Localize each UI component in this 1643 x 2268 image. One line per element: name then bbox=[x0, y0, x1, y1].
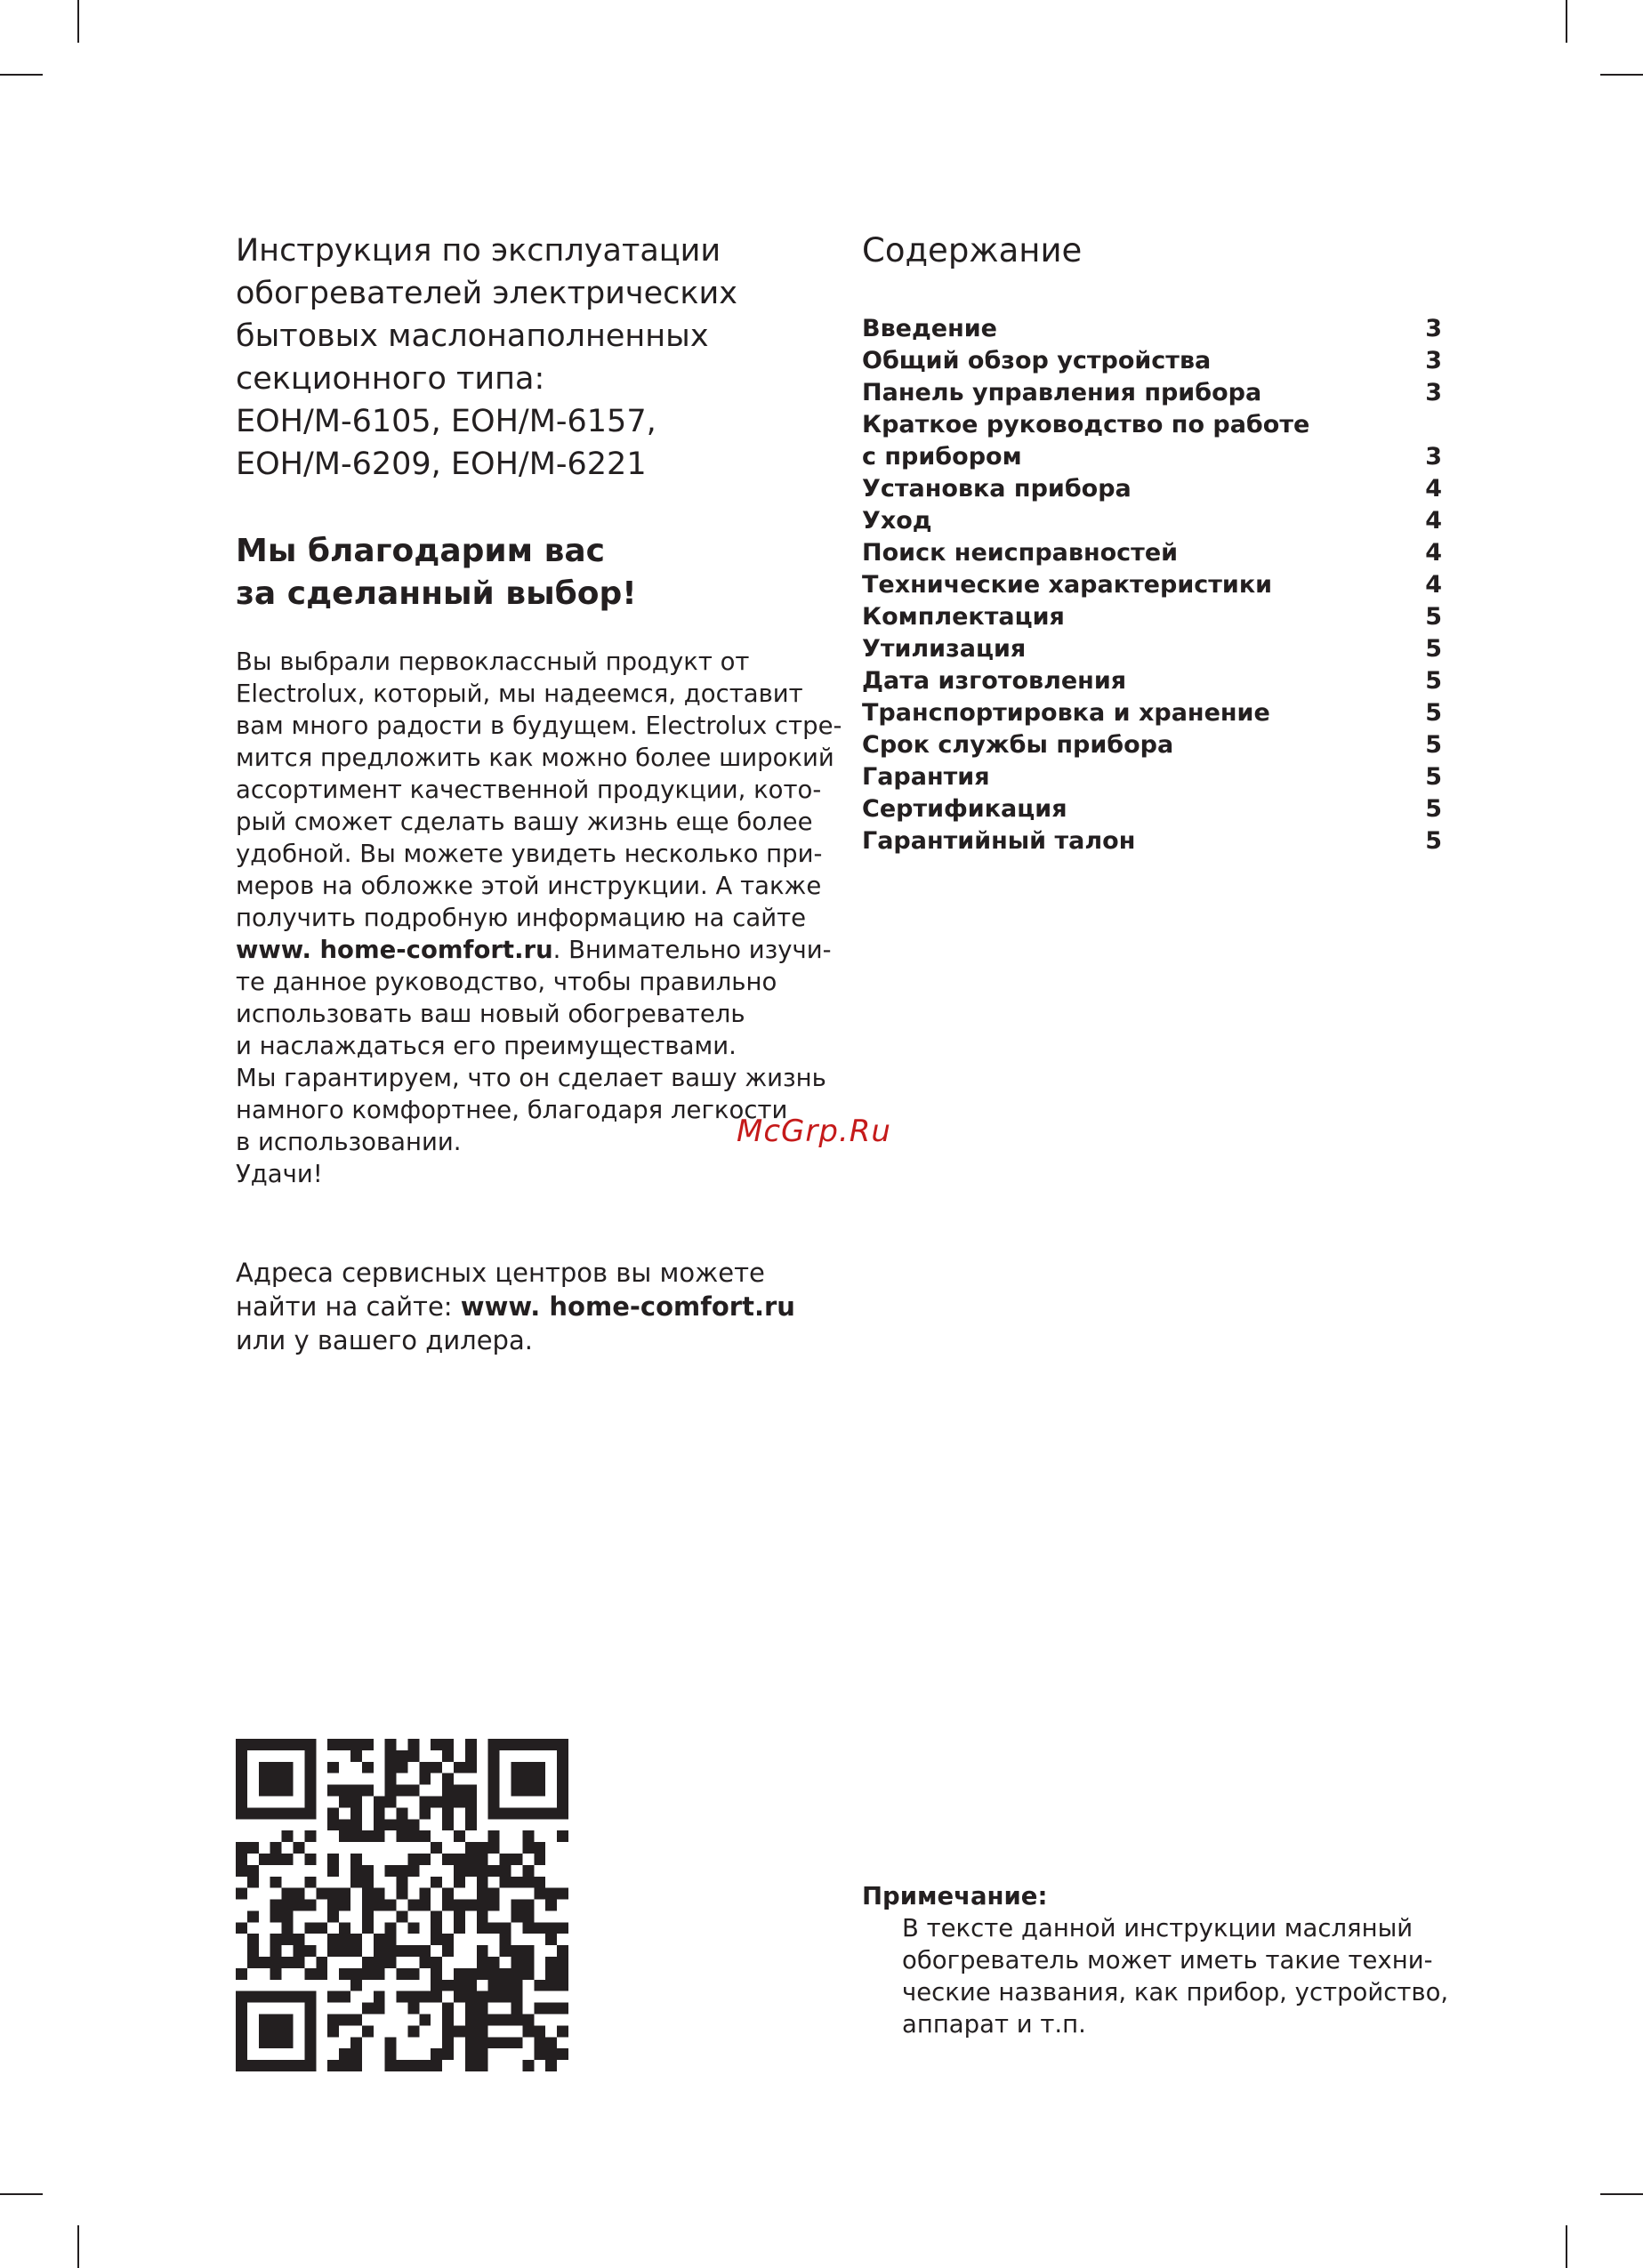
toc-label: Панель управления прибора bbox=[862, 379, 1262, 406]
toc-label: Гарантия bbox=[862, 763, 990, 791]
toc-page: 5 bbox=[1425, 731, 1442, 759]
toc-page: 4 bbox=[1425, 539, 1442, 567]
toc-page: 4 bbox=[1425, 507, 1442, 535]
note-heading: Примечание: bbox=[862, 1882, 1048, 1910]
toc-page: 5 bbox=[1425, 603, 1442, 631]
toc-item[interactable] bbox=[862, 377, 1442, 409]
toc-page: 5 bbox=[1425, 827, 1442, 855]
watermark: McGrp.Ru bbox=[737, 1114, 891, 1149]
toc-page: 4 bbox=[1425, 571, 1442, 599]
toc-label: Транспортировка и хранение bbox=[862, 699, 1270, 727]
paragraph-line: намного комфортнее, благодаря легкости bbox=[236, 1096, 788, 1124]
toc-page: 3 bbox=[1425, 379, 1442, 406]
toc-label: Краткое руководство по работе bbox=[862, 411, 1310, 438]
toc-label: Гарантийный талон bbox=[862, 827, 1136, 855]
paragraph-text: . Внимательно изучи- bbox=[552, 936, 832, 964]
note-line: обогреватель может иметь такие техни- bbox=[902, 1946, 1433, 1974]
toc-page: 5 bbox=[1425, 795, 1442, 823]
crop-mark bbox=[77, 2225, 79, 2268]
service-line: Адреса сервисных центров вы можете bbox=[236, 1258, 765, 1288]
toc-item[interactable] bbox=[862, 761, 1442, 793]
toc-item[interactable] bbox=[862, 441, 1442, 473]
crop-mark bbox=[1600, 2193, 1643, 2195]
toc-label: Установка прибора bbox=[862, 475, 1132, 503]
toc-item[interactable] bbox=[862, 313, 1442, 345]
note-line: В тексте данной инструкции масляный bbox=[902, 1914, 1413, 1942]
toc-page: 5 bbox=[1425, 699, 1442, 727]
toc-label: Поиск неисправностей bbox=[862, 539, 1179, 567]
toc-label: Срок службы прибора bbox=[862, 731, 1174, 759]
toc-item[interactable] bbox=[862, 537, 1442, 569]
toc-item[interactable] bbox=[862, 409, 1442, 441]
thanks-line: Мы благодарим вас bbox=[236, 533, 605, 569]
toc-item[interactable] bbox=[862, 601, 1442, 633]
intro-paragraph bbox=[236, 646, 842, 1190]
toc-label: Дата изготовления bbox=[862, 667, 1127, 695]
toc-item[interactable] bbox=[862, 473, 1442, 505]
toc-item[interactable] bbox=[862, 793, 1442, 825]
note-line: ческие названия, как прибор, устройство, bbox=[902, 1978, 1449, 2007]
paragraph-line: рый сможет сделать вашу жизнь еще более bbox=[236, 808, 813, 836]
manual-title bbox=[236, 229, 805, 486]
title-line: Инструкция по эксплуатации bbox=[236, 233, 721, 269]
crop-mark bbox=[1566, 2225, 1567, 2268]
service-website-link[interactable]: www. home-comfort.ru bbox=[460, 1291, 795, 1322]
paragraph-line bbox=[236, 934, 832, 966]
paragraph-line: Удачи! bbox=[236, 1160, 323, 1188]
title-line: EOH/M-6209, EOH/M-6221 bbox=[236, 446, 647, 482]
toc-title: Содержание bbox=[862, 231, 1083, 269]
toc-item[interactable] bbox=[862, 633, 1442, 665]
service-line: или у вашего дилера. bbox=[236, 1325, 533, 1355]
crop-mark bbox=[0, 2193, 43, 2195]
toc-page: 3 bbox=[1425, 315, 1442, 342]
toc-page: 5 bbox=[1425, 763, 1442, 791]
paragraph-line: Electrolux, который, мы надеемся, доставит bbox=[236, 680, 803, 708]
paragraph-line: меров на обложке этой инструкции. А также bbox=[236, 872, 822, 900]
title-line: бытовых маслонаполненных bbox=[236, 318, 709, 354]
paragraph-line: в использовании. bbox=[236, 1128, 462, 1156]
note-line: аппарат и т.п. bbox=[902, 2010, 1086, 2039]
thanks-line: за сделанный выбор! bbox=[236, 575, 637, 612]
paragraph-line: получить подробную информацию на сайте bbox=[236, 904, 807, 932]
paragraph-line: мится предложить как можно более широкий bbox=[236, 744, 834, 772]
title-line: EOH/M-6105, EOH/M-6157, bbox=[236, 404, 656, 439]
crop-mark bbox=[1600, 74, 1643, 76]
toc-page: 4 bbox=[1425, 475, 1442, 503]
crop-mark bbox=[0, 74, 43, 76]
toc-item[interactable] bbox=[862, 345, 1442, 377]
toc-page: 3 bbox=[1425, 347, 1442, 374]
website-link[interactable]: www. home-comfort.ru bbox=[236, 936, 553, 964]
toc-label: Общий обзор устройства bbox=[862, 347, 1212, 374]
toc-label: Введение bbox=[862, 315, 997, 342]
toc-item[interactable] bbox=[862, 729, 1442, 761]
paragraph-line: Мы гарантируем, что он сделает вашу жизнь bbox=[236, 1064, 826, 1092]
title-line: секционного типа: bbox=[236, 361, 545, 397]
service-line bbox=[236, 1290, 823, 1323]
toc-page: 5 bbox=[1425, 667, 1442, 695]
toc-item[interactable] bbox=[862, 697, 1442, 729]
crop-mark bbox=[77, 0, 79, 43]
toc-label: Технические характеристики bbox=[862, 571, 1273, 599]
qr-code-icon[interactable] bbox=[236, 1739, 568, 2071]
paragraph-line: ассортимент качественной продукции, кото- bbox=[236, 776, 822, 804]
toc-page: 5 bbox=[1425, 635, 1442, 663]
paragraph-line: и наслаждаться его преимуществами. bbox=[236, 1032, 737, 1060]
paragraph-line: удобной. Вы можете увидеть несколько при- bbox=[236, 840, 823, 868]
toc-item[interactable] bbox=[862, 825, 1442, 857]
toc-item[interactable] bbox=[862, 665, 1442, 697]
title-line: обогревателей электрических bbox=[236, 276, 737, 311]
toc-label: с прибором bbox=[862, 443, 1022, 470]
paragraph-line: Вы выбрали первоклассный продукт от bbox=[236, 647, 750, 676]
paragraph-line: использовать ваш новый обогреватель bbox=[236, 1000, 745, 1028]
table-of-contents bbox=[862, 313, 1442, 857]
toc-label: Утилизация bbox=[862, 635, 1027, 663]
toc-item[interactable] bbox=[862, 569, 1442, 601]
toc-item[interactable] bbox=[862, 505, 1442, 537]
service-text: найти на сайте: bbox=[236, 1291, 461, 1322]
toc-page: 3 bbox=[1425, 443, 1442, 470]
paragraph-line: те данное руководство, чтобы правильно bbox=[236, 968, 777, 996]
crop-mark bbox=[1566, 0, 1567, 43]
note-body bbox=[902, 1912, 1471, 2040]
toc-label: Комплектация bbox=[862, 603, 1065, 631]
toc-label: Уход bbox=[862, 507, 932, 535]
service-centers-note bbox=[236, 1256, 823, 1357]
thanks-heading bbox=[236, 530, 805, 615]
toc-label: Сертификация bbox=[862, 795, 1067, 823]
paragraph-line: вам много радости в будущем. Electrolux стре- bbox=[236, 712, 842, 740]
